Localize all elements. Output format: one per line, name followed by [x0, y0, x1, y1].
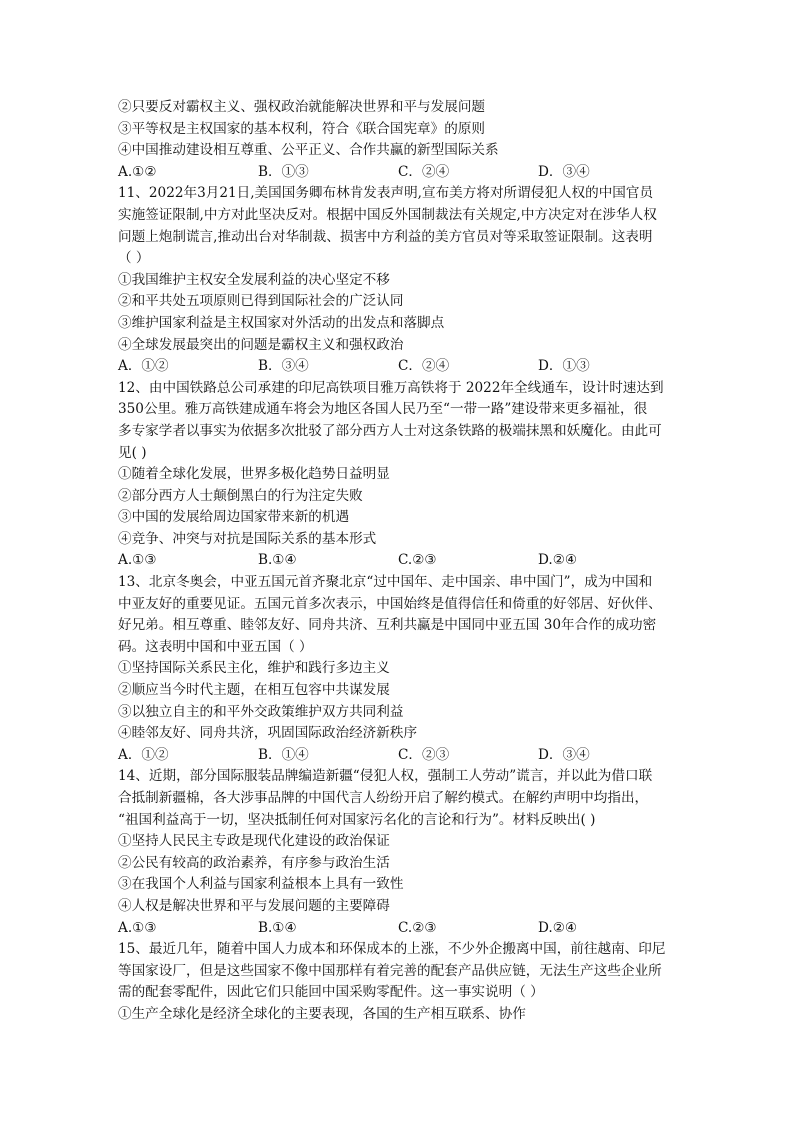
- question-line: ①坚持人民民主专政是现代化建设的政治保证: [118, 833, 390, 850]
- question-line: ④人权是解决世界和平与发展问题的主要障碍: [118, 897, 390, 914]
- question-q15: [118, 939, 678, 1025]
- question-line: ②部分西方人士颠倒黑白的行为注定失败: [118, 487, 363, 504]
- question-line: 需的配套零配件，因此它们只能回中国采购零配件。这一事实说明（ ）: [118, 984, 544, 1001]
- question-line: 350公里。雅万高铁建成通车将会为地区各国人民乃至“一带一路”建设带来更多福祉，很: [118, 401, 648, 418]
- question-line: 11、2022年3月21日,美国国务卿布林肯发表声明,宣布美方将对所谓侵犯人权的中国官员: [118, 185, 654, 202]
- question-q10-tail: [118, 97, 678, 183]
- question-q14: [118, 766, 678, 939]
- answer-option: A.①②: [118, 163, 157, 180]
- question-line: ④中国推动建设相互尊重、公平正义、合作共赢的新型国际关系: [118, 142, 499, 159]
- question-line: 中亚友好的重要见证。五国元首多次表示，中国始终是值得信任和倚重的好邻居、好伙伴、: [118, 595, 662, 612]
- question-line: ③以独立自主的和平外交政策维护双方共同利益: [118, 703, 404, 720]
- answer-option: D.②④: [538, 919, 578, 936]
- question-line: 13、北京冬奥会，中亚五国元首齐聚北京“过中国年、走中国亲、串中国门”，成为中国和: [118, 574, 653, 591]
- question-line: 码。这表明中国和中亚五国（ ）: [118, 638, 313, 655]
- question-line: ①坚持国际关系民主化，维护和践行多边主义: [118, 660, 390, 677]
- question-q12: [118, 378, 678, 572]
- answer-option: D．③④: [538, 746, 590, 763]
- question-q11: [118, 183, 678, 377]
- question-line: ④竞争、冲突与对抗是国际关系的基本形式: [118, 530, 377, 547]
- answer-option: B．①③: [258, 163, 309, 180]
- question-line: ②公民有较高的政治素养，有序参与政治生活: [118, 854, 390, 871]
- question-line: ③维护国家利益是主权国家对外活动的出发点和落脚点: [118, 314, 445, 331]
- answer-options: [118, 745, 678, 767]
- answer-option: B．③④: [258, 358, 309, 375]
- question-line: 15、最近几年，随着中国人力成本和环保成本的上涨，不少外企搬离中国，前往越南、印尼: [118, 941, 666, 958]
- question-line: ③在我国个人利益与国家利益根本上具有一致性: [118, 876, 404, 893]
- question-line: 实施签证限制,中方对此坚决反对。根据中国反外国制裁法有关规定,中方决定对在涉华人权: [118, 206, 657, 223]
- answer-option: D．①③: [538, 358, 590, 375]
- question-line: “祖国利益高于一切，坚决抵制任何对国家污名化的言论和行为”。材料反映出( ): [118, 811, 596, 828]
- question-line: ②和平共处五项原则已得到国际社会的广泛认同: [118, 293, 404, 310]
- answer-options: [118, 356, 678, 378]
- answer-option: B.①④: [258, 552, 297, 569]
- question-line: 好兄弟。相互尊重、睦邻友好、同舟共济、互利共赢是中国同中亚五国 30年合作的成功密: [118, 617, 657, 634]
- question-line: 等国家设厂，但是这些国家不像中国那样有着完善的配套产品供应链，无法生产这些企业所: [118, 962, 662, 979]
- answer-option: B.①④: [258, 919, 297, 936]
- question-line: 12、由中国铁路总公司承建的印尼高铁项目雅万高铁将于 2022年全线通车，设计时速达到: [118, 379, 664, 396]
- question-line: ①我国维护主权安全发展利益的决心坚定不移: [118, 271, 390, 288]
- answer-option: A.①③: [118, 552, 157, 569]
- question-line: （ ）: [118, 250, 150, 267]
- answer-option: C．②③: [398, 746, 450, 763]
- answer-option: D．③④: [538, 163, 590, 180]
- question-line: ②顺应当今时代主题，在相互包容中共谋发展: [118, 682, 390, 699]
- question-line: 合抵制新疆棉，各大涉事品牌的中国代言人纷纷开启了解约模式。在解约声明中均指出，: [118, 790, 649, 806]
- question-line: ①生产全球化是经济全球化的主要表现，各国的生产相互联系、协作: [118, 1005, 526, 1022]
- answer-option: A．①②: [118, 358, 169, 375]
- question-line: ④全球发展最突出的问题是霸权主义和强权政治: [118, 336, 404, 353]
- answer-option: C.②③: [398, 919, 437, 936]
- answer-option: A.①③: [118, 919, 157, 936]
- answer-option: D.②④: [538, 552, 578, 569]
- answer-option: C.②③: [398, 552, 437, 569]
- question-line: 问题上炮制谎言,推动出台对华制裁、损害中方利益的美方官员对等采取签证限制。这表明: [118, 228, 653, 245]
- question-q13: [118, 572, 678, 766]
- answer-option: C．②④: [398, 163, 450, 180]
- answer-option: C．②④: [398, 358, 450, 375]
- question-line: 14、近期，部分国际服装品牌编造新疆“侵犯人权，强制工人劳动”谎言，并以此为借口联: [118, 768, 653, 785]
- answer-option: A．①②: [118, 746, 169, 763]
- answer-option: B．①④: [258, 746, 309, 763]
- question-line: 见( ): [118, 444, 147, 461]
- question-line: ④睦邻友好、同舟共济，巩固国际政治经济新秩序: [118, 725, 418, 742]
- answer-options: [118, 918, 678, 940]
- question-line: ①随着全球化发展，世界多极化趋势日益明显: [118, 466, 390, 483]
- answer-options: [118, 550, 678, 572]
- answer-options: [118, 162, 678, 184]
- question-line: ③平等权是主权国家的基本权利，符合《联合国宪章》的原则: [118, 120, 486, 137]
- question-line: ③中国的发展给周边国家带来新的机遇: [118, 509, 350, 526]
- question-line: 多专家学者以事实为依据多次批驳了部分西方人士对这条铁路的极端抹黑和妖魔化。由此可: [118, 422, 662, 439]
- question-line: ②只要反对霸权主义、强权政治就能解决世界和平与发展问题: [118, 99, 486, 115]
- exam-page: [118, 97, 678, 1026]
